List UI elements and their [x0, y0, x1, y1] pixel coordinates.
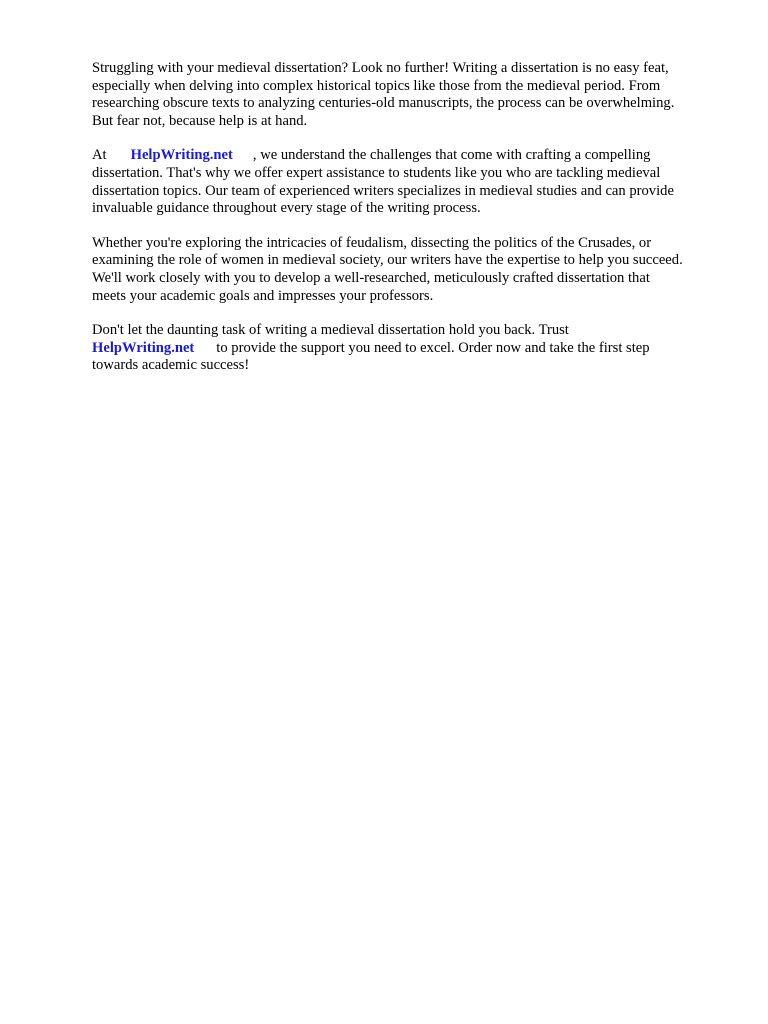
text-line: Whether you're exploring the intricacies of feudalism, dissecting the politics of the Crusades, or [92, 234, 652, 251]
text-segment: , we understand the challenges that come with crafting a compelling [252, 147, 651, 164]
text-line: dissertation topics. Our team of experienced writers specializes in medieval studies and can provide [92, 182, 674, 199]
paragraph-service [92, 147, 728, 217]
paragraph-call-to-action [92, 322, 728, 375]
text-line: Struggling with your medieval dissertation? Look no further! Writing a dissertation is no easy feat, [92, 60, 669, 76]
text-line: Don't let the daunting task of writing a medieval dissertation hold you back. Trust [92, 322, 569, 339]
text-line [92, 147, 728, 165]
helpwriting-link[interactable]: HelpWriting.net [92, 339, 195, 356]
text-line: invaluable guidance throughout every stage of the writing process. [92, 200, 481, 217]
text-line: examining the role of women in medieval society, our writers have the expertise to help you succeed. [92, 252, 683, 269]
text-line: researching obscure texts to analyzing centuries-old manuscripts, the process can be overwhelming. [92, 95, 675, 112]
text-line [92, 340, 728, 358]
text-line: We'll work closely with you to develop a well-researched, meticulously crafted dissertation that [92, 269, 650, 286]
text-line: especially when delving into complex historical topics like those from the medieval period. From [92, 77, 661, 94]
paragraph-topics [92, 235, 728, 305]
text-line: towards academic success! [92, 357, 250, 374]
text-line: But fear not, because help is at hand. [92, 112, 308, 129]
text-segment: to provide the support you need to excel. Order now and take the first step [216, 339, 650, 356]
text-lead: At [92, 147, 107, 164]
text-line: dissertation. That's why we offer expert assistance to students like you who are tackling medieval [92, 164, 661, 181]
helpwriting-link[interactable]: HelpWriting.net [130, 147, 233, 164]
paragraph-intro [92, 60, 728, 130]
document-body [92, 60, 728, 392]
text-line: meets your academic goals and impresses your professors. [92, 287, 434, 304]
